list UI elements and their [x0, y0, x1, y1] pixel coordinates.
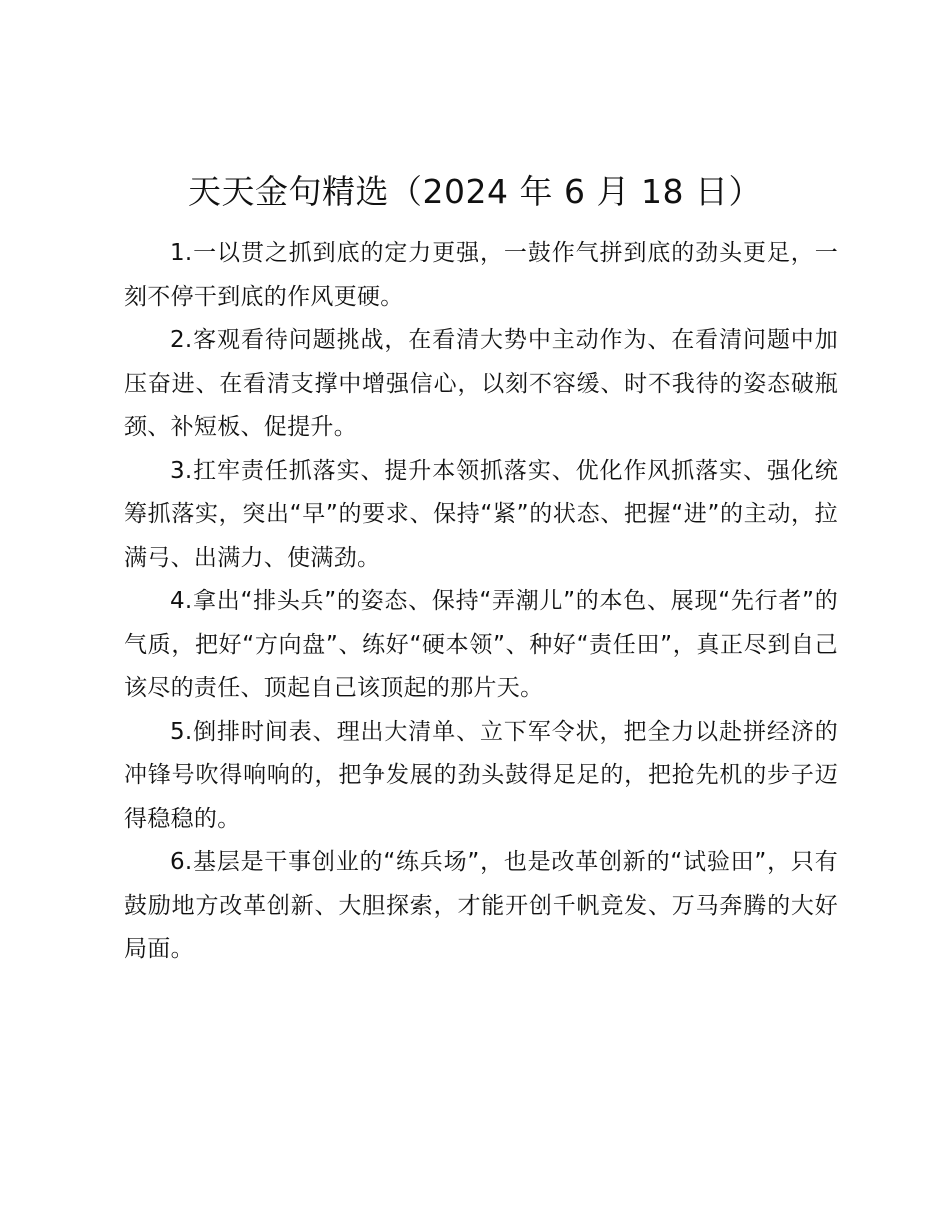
paragraph-5: 5.倒排时间表、理出大清单、立下军令状，把全力以赴拼经济的冲锋号吹得响响的，把争发展的劲头鼓得足足的，把抢先机的步子迈得稳稳的。 [124, 718, 838, 832]
document-title: 天天金句精选（2024 年 6 月 18 日） [188, 172, 762, 211]
paragraph-4: 4.拿出“排头兵”的姿态、保持“弄潮儿”的本色、展现“先行者”的气质，把好“方向盘”、练好“硬本领”、种好“责任田”，真正尽到自己该尽的责任、顶起自己该顶起的那片天。 [124, 588, 838, 701]
paragraph-3: 3.扛牢责任抓落实、提升本领抓落实、优化作风抓落实、强化统筹抓落实，突出“早”的要求、保持“紧”的状态、把握“进”的主动，拉满弓、出满力、使满劲。 [124, 457, 838, 571]
paragraph-6: 6.基层是干事创业的“练兵场”，也是改革创新的“试验田”，只有鼓励地方改革创新、大胆探索，才能开创千帆竞发、万马奔腾的大好局面。 [124, 849, 838, 962]
paragraph-1: 1.一以贯之抓到底的定力更强，一鼓作气拼到底的劲头更足，一刻不停干到底的作风更硬。 [124, 240, 838, 310]
paragraph-2: 2.客观看待问题挑战，在看清大势中主动作为、在看清问题中加压奋进、在看清支撑中增强信心，以刻不容缓、时不我待的姿态破瓶颈、补短板、促提升。 [124, 327, 838, 440]
document-body [124, 232, 838, 972]
